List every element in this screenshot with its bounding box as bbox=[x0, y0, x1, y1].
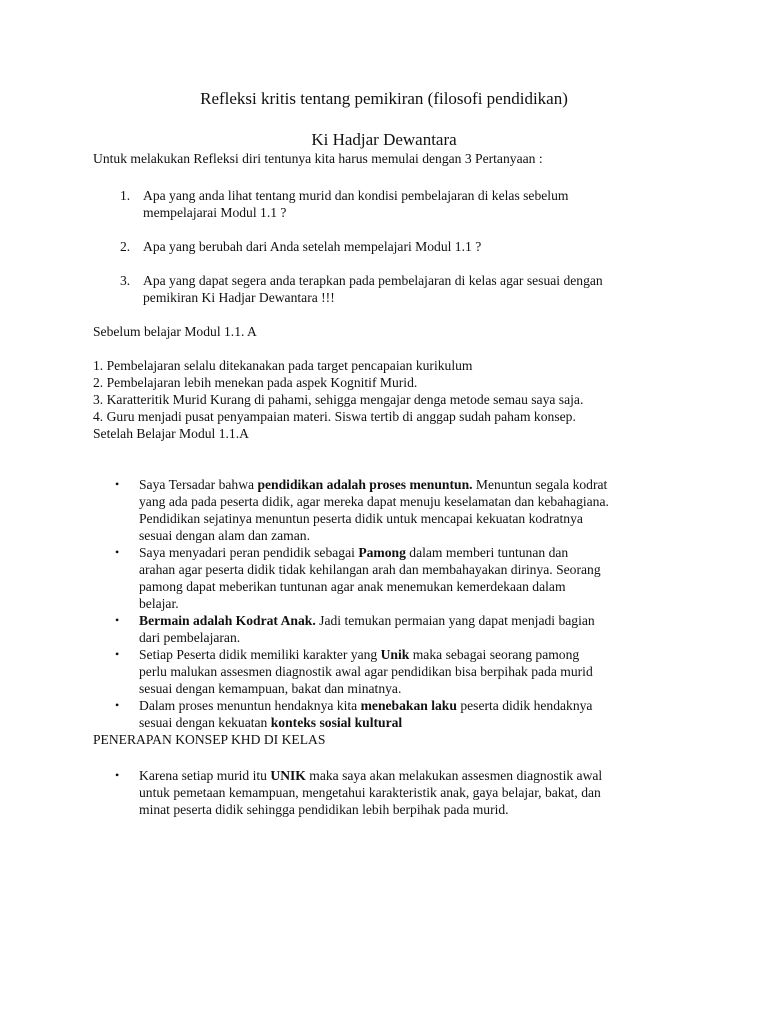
bullet-emphasis: Pamong bbox=[358, 545, 406, 560]
question-item bbox=[93, 272, 708, 306]
bullet-text: arahan agar peserta didik tidak kehilangan arah dan membahayakan dirinya. Seorang bbox=[139, 562, 601, 577]
bullet-text: pamong dapat meberikan tuntunan agar anak menemukan kemerdekaan dalam bbox=[139, 579, 566, 594]
question-text: pemikiran Ki Hadjar Dewantara !!! bbox=[143, 290, 335, 305]
question-text: mempelajarai Modul 1.1 ? bbox=[143, 205, 287, 220]
bullet-text: Setiap Peserta didik memiliki karakter yang bbox=[139, 647, 381, 662]
question-item bbox=[93, 238, 708, 255]
question-text: Apa yang berubah dari Anda setelah mempelajari Modul 1.1 ? bbox=[143, 239, 482, 254]
question-item bbox=[93, 187, 708, 221]
bullet-item bbox=[93, 544, 708, 612]
document-title: Refleksi kritis tentang pemikiran (filosofi pendidikan) bbox=[200, 89, 568, 108]
bullet-item bbox=[93, 476, 708, 544]
document-subtitle: Ki Hadjar Dewantara bbox=[311, 130, 457, 149]
bullet-text: Saya menyadari peran pendidik sebagai bbox=[139, 545, 359, 560]
bullet-text: maka sebagai seorang pamong bbox=[409, 647, 580, 662]
bullet-text: dari pembelajaran. bbox=[139, 630, 241, 645]
intro-text: Untuk melakukan Refleksi diri tentunya kita harus memulai dengan 3 Pertanyaan : bbox=[93, 151, 543, 166]
apply-heading: PENERAPAN KONSEP KHD DI KELAS bbox=[93, 732, 326, 747]
bullet-text: sesuai dengan kekuatan bbox=[139, 715, 271, 730]
bullet-icon: • bbox=[115, 698, 120, 712]
list-item: 1. Pembelajaran selalu ditekanakan pada target pencapaian kurikulum bbox=[93, 358, 473, 373]
bullet-text: minat peserta didik sehingga pendidikan lebih berpihak pada murid. bbox=[139, 802, 509, 817]
list-item: 4. Guru menjadi pusat penyampaian materi. Siswa tertib di anggap sudah paham konsep. bbox=[93, 409, 576, 424]
bullet-text: dalam memberi tuntunan dan bbox=[405, 545, 569, 560]
bullet-icon: • bbox=[115, 768, 120, 782]
bullet-icon: • bbox=[115, 545, 120, 559]
question-number: 2. bbox=[120, 239, 131, 254]
after-bullet-list bbox=[93, 476, 708, 731]
bullet-item bbox=[93, 646, 708, 697]
bullet-item bbox=[93, 697, 708, 731]
bullet-item bbox=[93, 767, 708, 818]
question-number: 3. bbox=[120, 273, 131, 288]
bullet-emphasis: pendidikan adalah proses menuntun. bbox=[257, 477, 473, 492]
bullet-emphasis: UNIK bbox=[270, 768, 306, 783]
bullet-text: sesuai dengan kemampuan, bakat dan minatnya. bbox=[139, 681, 402, 696]
bullet-icon: • bbox=[115, 613, 120, 627]
bullet-text: peserta didik hendaknya bbox=[456, 698, 593, 713]
bullet-text: yang ada pada peserta didik, agar mereka dapat menuju keselamatan dan kebahagiana. bbox=[139, 494, 609, 509]
bullet-text: untuk pemetaan kemampuan, mengetahui karakteristik anak, gaya belajar, bakat, dan bbox=[139, 785, 601, 800]
list-item: 2. Pembelajaran lebih menekan pada aspek Kognitif Murid. bbox=[93, 375, 418, 390]
question-number: 1. bbox=[120, 188, 131, 203]
bullet-text: Saya Tersadar bahwa bbox=[139, 477, 258, 492]
bullet-emphasis: Unik bbox=[380, 647, 410, 662]
bullet-text: belajar. bbox=[139, 596, 179, 611]
bullet-emphasis: Bermain adalah Kodrat Anak. bbox=[139, 613, 316, 628]
question-text: Apa yang anda lihat tentang murid dan kondisi pembelajaran di kelas sebelum bbox=[143, 188, 569, 203]
before-heading: Sebelum belajar Modul 1.1. A bbox=[93, 324, 257, 339]
bullet-emphasis: konteks sosial kultural bbox=[270, 715, 403, 730]
bullet-text: Karena setiap murid itu bbox=[139, 768, 271, 783]
question-text: Apa yang dapat segera anda terapkan pada pembelajaran di kelas agar sesuai dengan bbox=[143, 273, 603, 288]
after-heading: Setelah Belajar Modul 1.1.A bbox=[93, 426, 249, 441]
question-list bbox=[93, 187, 708, 306]
bullet-text: Pendidikan sejatinya menuntun peserta didik untuk mencapai kekuatan kodratnya bbox=[139, 511, 583, 526]
bullet-emphasis: menebakan laku bbox=[360, 698, 457, 713]
bullet-text: sesuai dengan alam dan zaman. bbox=[139, 528, 310, 543]
bullet-icon: • bbox=[115, 477, 120, 491]
bullet-item bbox=[93, 612, 708, 646]
bullet-text: Dalam proses menuntun hendaknya kita bbox=[139, 698, 361, 713]
before-list bbox=[93, 357, 708, 425]
bullet-text: maka saya akan melakukan assesmen diagnostik awal bbox=[305, 768, 603, 783]
apply-bullet-list bbox=[93, 767, 708, 818]
list-item: 3. Karatteritik Murid Kurang di pahami, sehigga mengajar denga metode semau saya saja. bbox=[93, 392, 584, 407]
bullet-text: Menuntun segala kodrat bbox=[472, 477, 608, 492]
bullet-text: Jadi temukan permaian yang dapat menjadi bagian bbox=[315, 613, 595, 628]
bullet-text: perlu malukan assesmen diagnostik awal agar pendidikan bisa berpihak pada murid bbox=[139, 664, 593, 679]
bullet-icon: • bbox=[115, 647, 120, 661]
